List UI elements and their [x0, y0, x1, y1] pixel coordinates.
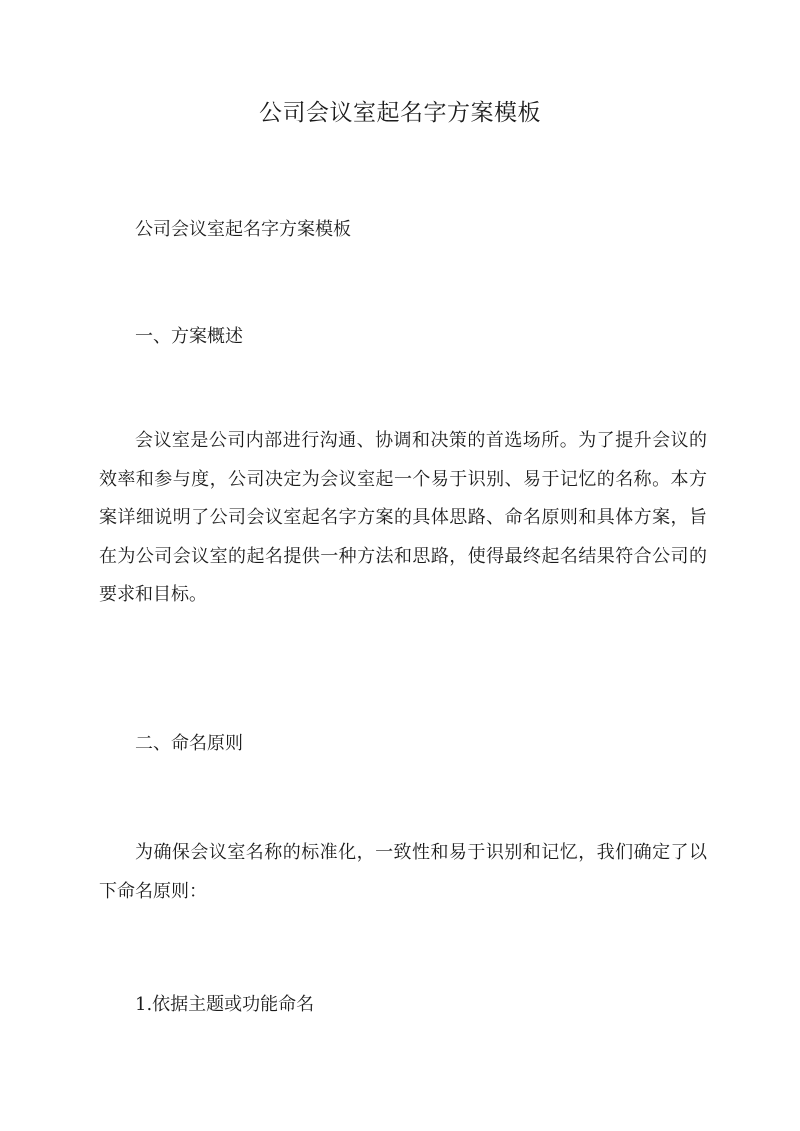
naming-principles-paragraph: 为确保会议室名称的标准化，一致性和易于识别和记忆，我们确定了以下命名原则：	[99, 842, 707, 902]
overview-paragraph: 会议室是公司内部进行沟通、协调和决策的首选场所。为了提升会议的效率和参与度，公司决定为会议室起一个易于识别、易于记忆的名称。本方案详细说明了公司会议室起名字方案的具体思路、命名原则和具体方案，旨在为公司会议室的起名提供一种方法和思路，使得最终起名结果符合公司的要求和目标。	[99, 430, 707, 605]
document-title: 公司会议室起名字方案模板	[259, 100, 541, 126]
section-heading-overview: 一、方案概述	[135, 326, 243, 347]
section-heading-naming-principles: 二、命名原则	[135, 733, 243, 754]
principle-item-1: 1.依据主题或功能命名	[135, 994, 315, 1015]
document-subtitle: 公司会议室起名字方案模板	[135, 219, 351, 240]
